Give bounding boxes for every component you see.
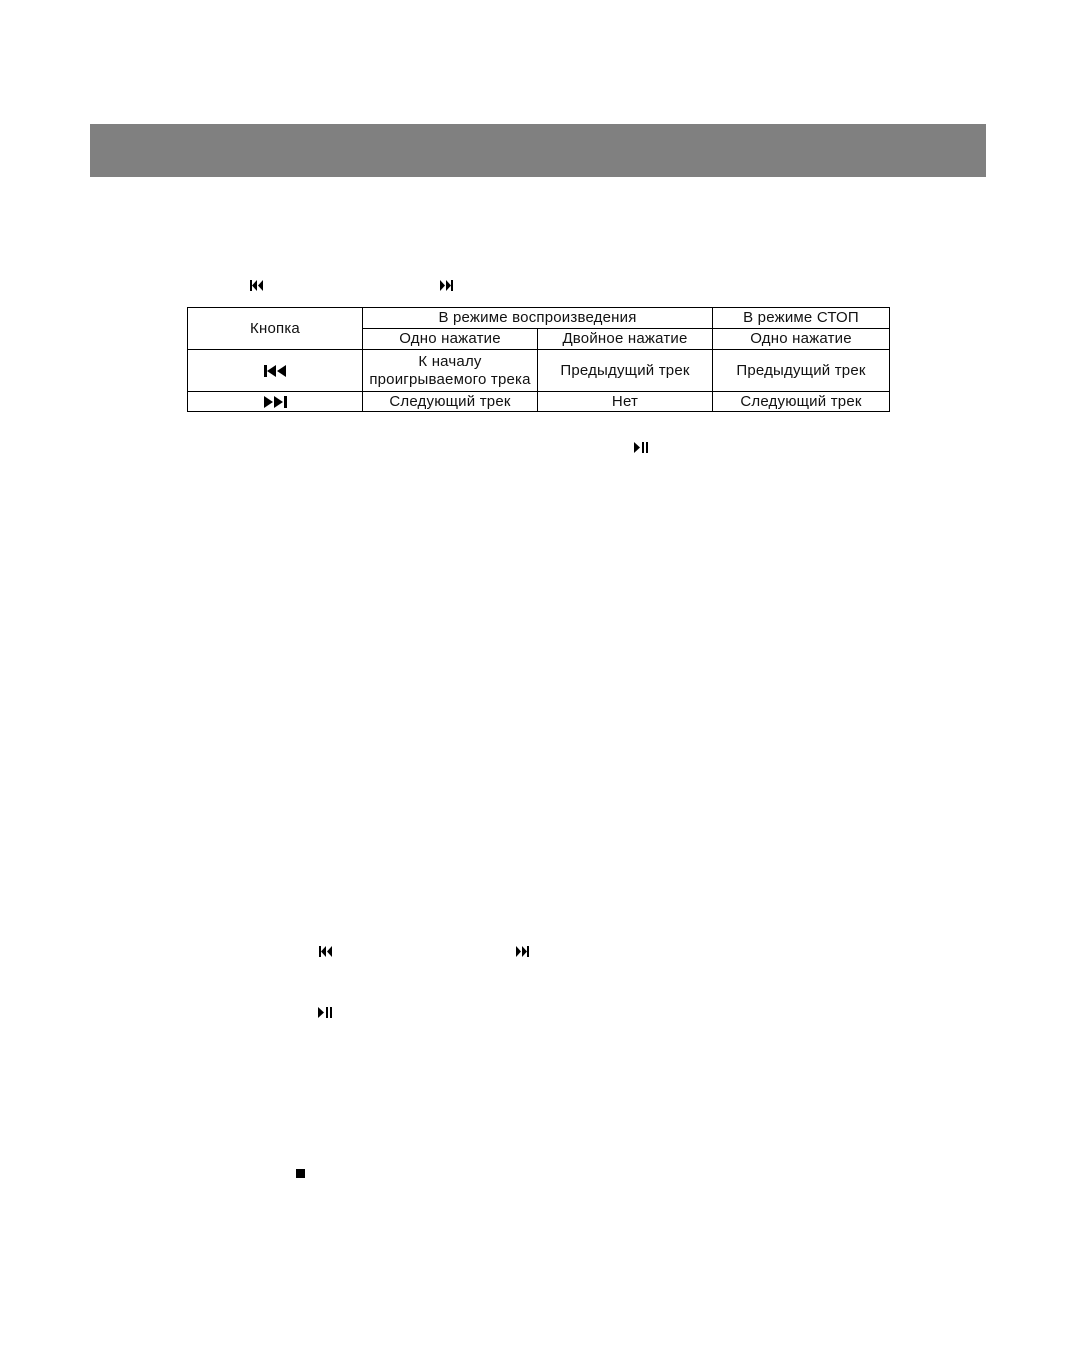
table-row [188,350,890,392]
cell-line: К началу [418,352,482,370]
cell-line: проигрываемого трека [369,370,531,388]
skip-forward-icon [516,946,529,957]
skip-back-icon [319,946,332,957]
play-pause-icon [318,1007,332,1018]
cell-next-playback-single: Следующий трек [363,392,538,412]
skip-forward-icon [440,280,453,291]
section-header-bar [90,124,986,177]
table-row [188,392,890,412]
next-track-icon [188,392,363,412]
header-stop-mode: В режиме СТОП [713,308,890,329]
subheader-single-press: Одно нажатие [363,329,538,350]
cell-prev-playback-single [363,350,538,392]
subheader-double-press: Двойное нажатие [538,329,713,350]
cell-next-stop-single: Следующий трек [713,392,890,412]
button-function-table [187,307,890,412]
stop-icon [296,1169,305,1178]
header-playback-mode: В режиме воспроизведения [363,308,713,329]
play-pause-icon [634,442,648,453]
subheader-stop-single-press: Одно нажатие [713,329,890,350]
cell-next-playback-double: Нет [538,392,713,412]
cell-prev-playback-double: Предыдущий трек [538,350,713,392]
header-button: Кнопка [188,308,363,350]
cell-prev-stop-single: Предыдущий трек [713,350,890,392]
skip-back-icon [250,280,263,291]
previous-track-icon [188,350,363,392]
